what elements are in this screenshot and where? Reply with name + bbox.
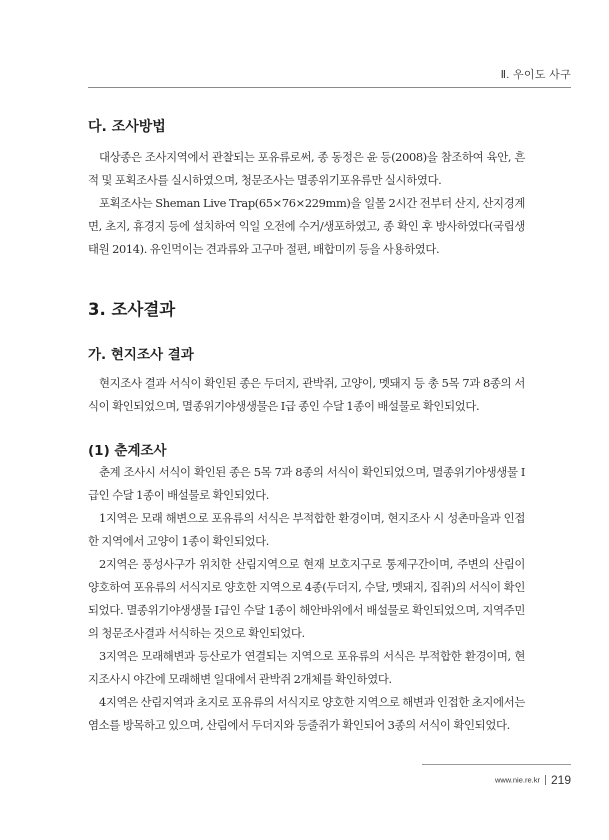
footer-url[interactable]: www.nie.re.kr	[494, 775, 540, 785]
paragraph: 2지역은 풍성사구가 위치한 산림지역으로 현재 보호지구로 통제구간이며, 주변의 산림이 양호하여 포유류의 서식지로 양호한 지역으로 4종(두더지, 수달, 멧돼지, 집쥐)의 서식이 확인되었다. 멸종위기야생생물 Ⅰ급인 수달 1종이 해안바위에서 배설물로 확인되었으며, 지역주민의 청문조사결과 서식하는 것으로 확인되었다.	[88, 557, 525, 640]
paragraph: 현지조사 결과 서식이 확인된 종은 두더지, 관박쥐, 고양이, 멧돼지 등 총 5목 7과 8종의 서식이 확인되었으며, 멸종위기야생생물은 Ⅰ급 종인 수달 1종이 배설물로 확인되었다.	[88, 376, 525, 413]
footer	[495, 771, 571, 789]
paragraph: 대상종은 조사지역에서 관찰되는 포유류로써, 종 동정은 윤 등(2008)을 참조하여 육안, 흔적 및 포획조사를 실시하였으며, 청문조사는 멸종위기포유류만 실시하였다.	[88, 150, 525, 187]
page-number: 219	[550, 772, 571, 787]
section-title-survey-method: 다. 조사방법	[88, 119, 166, 135]
section-title-field-results: 가. 현지조사 결과	[88, 347, 194, 363]
section-title-spring-survey: (1) 춘계조사	[88, 443, 167, 459]
footer-separator	[545, 775, 546, 785]
paragraph: 춘계 조사시 서식이 확인된 종은 5목 7과 8종의 서식이 확인되었으며, 멸종위기야생생물 Ⅰ급인 수달 1종이 배설물로 확인되었다.	[88, 465, 525, 502]
survey-method-body	[88, 146, 525, 261]
header-rule	[88, 87, 571, 88]
paragraph: 1지역은 모래 해변으로 포유류의 서식은 부적합한 환경이며, 현지조사 시 성촌마을과 인접한 지역에서 고양이 1종이 확인되었다.	[88, 511, 525, 548]
paragraph: 포획조사는 Sheman Live Trap(65×76×229mm)을 일몰 2시간 전부터 산지, 산지경계면, 초지, 휴경지 등에 설치하여 익일 오전에 수거/생포하였고, 종 확인 후 방사하였다(국립생태원 2014). 유인먹이는 견과류와 고구마 절편, 배합미끼 등을 사용하였다.	[88, 196, 525, 256]
spring-survey-body	[88, 461, 525, 737]
footer-rule	[422, 764, 571, 765]
running-head: Ⅱ. 우이도 사구	[500, 69, 571, 81]
field-results-body	[88, 372, 525, 418]
paragraph: 3지역은 모래해변과 등산로가 연결되는 지역으로 포유류의 서식은 부적합한 환경이며, 현지조사시 야간에 모래해변 일대에서 관박쥐 2개체를 확인하였다.	[88, 649, 525, 686]
paragraph: 4지역은 산림지역과 초지로 포유류의 서식지로 양호한 지역으로 해변과 인접한 초지에서는 염소를 방목하고 있으며, 산림에서 두더지와 등줄쥐가 확인되어 3종의 서식이 확인되었다.	[88, 695, 526, 732]
section-title-results: 3. 조사결과	[88, 300, 176, 319]
